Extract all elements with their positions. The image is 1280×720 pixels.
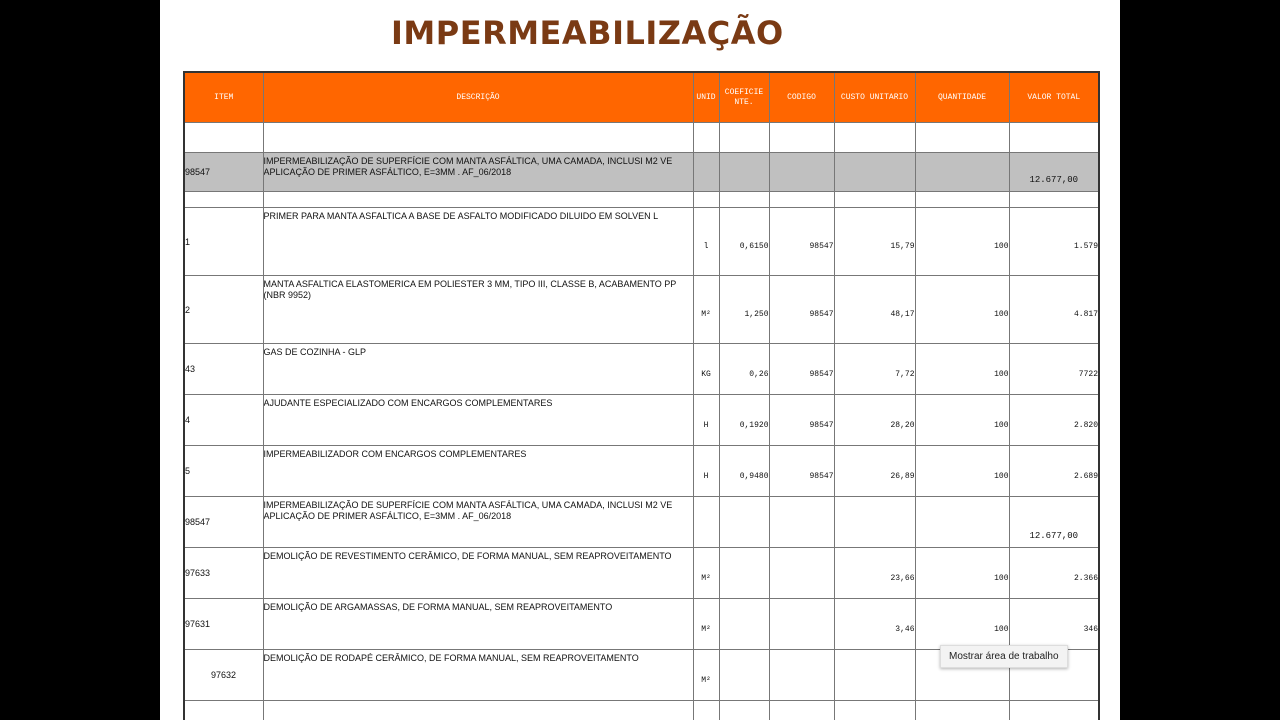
item-unit: KG [693,344,719,395]
item-unit: H [693,446,719,497]
item-quantity: 100 [915,548,1009,599]
item-code: 1 [184,208,263,276]
item-description: IMPERMEABILIZAÇÃO DE SUPERFÍCIE COM MANTA ASFÁLTICA, UMA CAMADA, INCLUSI M2 VE APLICAÇÃO DE PRIMER ASFÁLTICO, E=3MM . AF_06/2018 [263,153,693,192]
table-row-blank [184,701,1099,720]
item-code: 97632 [184,650,263,701]
item-total: 4.817 [1009,276,1099,344]
item-unit: M² [693,548,719,599]
table-row-spacer [184,192,1099,208]
item-codigo: 98547 [769,208,834,276]
item-description: DEMOLIÇÃO DE ARGAMASSAS, DE FORMA MANUAL, SEM REAPROVEITAMENTO [263,599,693,650]
header-coeficiente-line2: NTE. [734,97,754,107]
item-code: 5 [184,446,263,497]
item-description: PRIMER PARA MANTA ASFALTICA A BASE DE ASFALTO MODIFICADO DILUIDO EM SOLVEN L [263,208,693,276]
header-item: ITEM [184,72,263,123]
item-unit-cost: 26,89 [834,446,915,497]
item-quantity: 100 [915,599,1009,650]
item-unit: M² [693,599,719,650]
document-page [160,0,1120,720]
item-total: 2.366 [1009,548,1099,599]
table-row [184,548,1099,599]
document-title: IMPERMEABILIZAÇÃO [391,14,784,52]
table-row [184,395,1099,446]
header-quantidade: QUANTIDADE [915,72,1009,123]
item-code: 2 [184,276,263,344]
item-codigo: 98547 [769,446,834,497]
table-row [184,497,1099,548]
table-row [184,599,1099,650]
item-codigo: 98547 [769,395,834,446]
item-coefficient: 0,6150 [719,208,769,276]
item-unit: M² [693,276,719,344]
header-unid: UNID [693,72,719,123]
item-coefficient: 1,250 [719,276,769,344]
table-row [184,276,1099,344]
item-unit: M² [693,650,719,701]
table-row [184,446,1099,497]
item-total: 2.689 [1009,446,1099,497]
header-custo-unitario: CUSTO UNITARIO [834,72,915,123]
item-unit-cost: 48,17 [834,276,915,344]
table-row-blank [184,123,1099,153]
table-row [184,208,1099,276]
item-unit-cost: 23,66 [834,548,915,599]
item-quantity: 100 [915,276,1009,344]
item-description: IMPERMEABILIZAÇÃO DE SUPERFÍCIE COM MANTA ASFÁLTICA, UMA CAMADA, INCLUSI M2 VE APLICAÇÃO DE PRIMER ASFÁLTICO, E=3MM . AF_06/2018 [263,497,693,548]
item-code: 98547 [184,153,263,192]
item-unit: H [693,395,719,446]
item-quantity: 100 [915,446,1009,497]
item-quantity: 100 [915,344,1009,395]
item-description: AJUDANTE ESPECIALIZADO COM ENCARGOS COMPLEMENTARES [263,395,693,446]
item-code: 4 [184,395,263,446]
header-coeficiente-line1: COEFICIE [724,87,764,97]
item-total: 1.579 [1009,208,1099,276]
item-codigo: 98547 [769,276,834,344]
header-codigo: CODIGO [769,72,834,123]
item-total: 12.677,00 [1009,497,1099,548]
item-coefficient: 0,26 [719,344,769,395]
item-coefficient: 0,9480 [719,446,769,497]
item-description: DEMOLIÇÃO DE RODAPÉ CERÂMICO, DE FORMA MANUAL, SEM REAPROVEITAMENTO [263,650,693,701]
table-header-row [184,72,1099,123]
item-description: MANTA ASFALTICA ELASTOMERICA EM POLIESTER 3 MM, TIPO III, CLASSE B, ACABAMENTO PP (NBR 9952) [263,276,693,344]
item-coefficient: 0,1920 [719,395,769,446]
item-quantity: 100 [915,208,1009,276]
item-description: DEMOLIÇÃO DE REVESTIMENTO CERÂMICO, DE FORMA MANUAL, SEM REAPROVEITAMENTO [263,548,693,599]
item-codigo: 98547 [769,344,834,395]
item-total: 12.677,00 [1009,153,1099,192]
item-description: GAS DE COZINHA - GLP [263,344,693,395]
header-descricao: DESCRIÇÃO [263,72,693,123]
item-unit: l [693,208,719,276]
item-unit-cost: 15,79 [834,208,915,276]
table-row [184,344,1099,395]
item-total: 7722 [1009,344,1099,395]
item-code: 97631 [184,599,263,650]
budget-table [183,71,1100,720]
item-total: 346 [1009,599,1099,650]
item-code: 98547 [184,497,263,548]
item-total: 2.820 [1009,395,1099,446]
item-description: IMPERMEABILIZADOR COM ENCARGOS COMPLEMENTARES [263,446,693,497]
item-quantity: 100 [915,395,1009,446]
table-row [184,153,1099,192]
header-coeficiente [719,72,769,123]
item-unit-cost: 7,72 [834,344,915,395]
item-unit-cost: 28,20 [834,395,915,446]
show-desktop-tooltip: Mostrar área de trabalho [940,645,1068,668]
item-code: 43 [184,344,263,395]
header-valor-total: VALOR TOTAL [1009,72,1099,123]
item-unit-cost: 3,46 [834,599,915,650]
item-code: 97633 [184,548,263,599]
